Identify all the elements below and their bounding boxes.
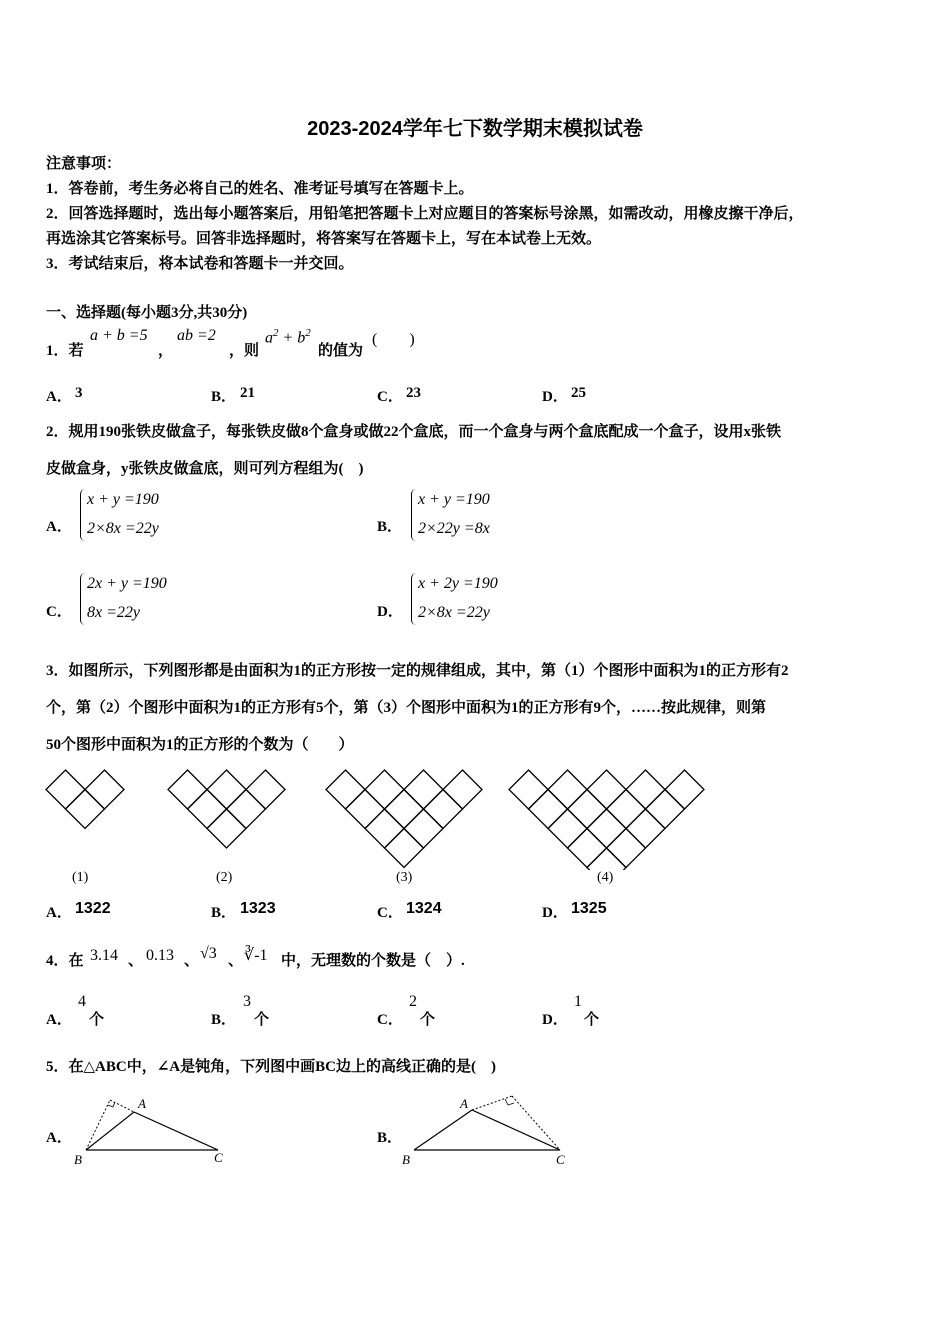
- brace: [411, 489, 416, 541]
- q1-option-value: 25: [571, 385, 586, 401]
- unit-square: [207, 809, 246, 848]
- q1-paren: ( ): [372, 331, 415, 348]
- vertex-a: A: [138, 1096, 146, 1111]
- unit-square: [326, 770, 365, 809]
- unit-square: [548, 770, 587, 809]
- notice-item: 再选涂其它答案标号。回答非选择题时，将答案写在答题卡上，写在本试卷上无效。: [46, 231, 602, 247]
- q2-option-label: B．: [377, 519, 403, 535]
- q4-unit: 个: [254, 1012, 270, 1028]
- q2-eq: x + y =190: [87, 491, 159, 508]
- q2-option-label: D．: [377, 604, 403, 620]
- unit-square: [626, 809, 665, 848]
- q1-option-label: C．: [377, 389, 403, 405]
- notice-heading: 注意事项：: [46, 156, 122, 172]
- q3-option-value: 1322: [75, 900, 111, 917]
- q1-option-label: A．: [46, 389, 72, 405]
- q4-option-value: 2: [409, 993, 417, 1010]
- notice-item: 1．答卷前，考生务必将自己的姓名、准考证号填写在答题卡上。: [46, 181, 474, 197]
- notice-item: 2．回答选择题时，选出每小题答案后，用铅笔把答题卡上对应题目的答案标号涂黑，如需改动，用橡皮擦干净后，: [46, 206, 804, 222]
- unit-square: [207, 770, 246, 809]
- q1-prefix: 1．若: [46, 343, 84, 359]
- q4-option-label: D．: [542, 1012, 568, 1028]
- q5-option-label: B．: [377, 1130, 403, 1146]
- unit-square: [626, 770, 665, 809]
- q1-expr1: a + b =5: [90, 327, 148, 344]
- q2-eq: 2×8x =22y: [418, 604, 490, 621]
- unit-square: [424, 790, 463, 829]
- unit-square: [607, 790, 646, 829]
- q4-prefix: 4．在: [46, 953, 84, 969]
- unit-square: [385, 829, 424, 868]
- unit-square: [587, 770, 626, 809]
- q3-option-label: D．: [542, 905, 568, 921]
- q4-sep: 、: [128, 953, 144, 969]
- q1-expr3: $a^2 + b^2$: [265, 327, 311, 347]
- q3-option-value: 1324: [406, 900, 442, 917]
- q2-eq: 8x =22y: [87, 604, 140, 621]
- section-heading: 一、选择题(每小题3分,共30分): [46, 305, 248, 321]
- unit-square: [587, 848, 626, 870]
- q2-option-label: C．: [46, 604, 72, 620]
- q2-eq: 2x + y =190: [87, 575, 167, 592]
- q5-text: 5．在△ABC中，∠A是钝角，下列图中画BC边上的高线正确的是( ): [46, 1059, 496, 1075]
- q1-option-value: 21: [240, 385, 255, 401]
- q2-option-label: A．: [46, 519, 72, 535]
- q3-line: 3．如图所示，下列图形都是由面积为1的正方形按一定的规律组成，其中，第（1）个图形中面积为1的正方形有2: [46, 663, 789, 679]
- unit-square: [443, 770, 482, 809]
- q4-suffix: 中，无理数的个数是（ ）.: [281, 953, 465, 969]
- figure-label: (3): [396, 870, 413, 885]
- square-pattern-figures: [0, 760, 950, 870]
- unit-square: [548, 809, 587, 848]
- q4-unit: 个: [584, 1012, 600, 1028]
- q4-option-label: C．: [377, 1012, 403, 1028]
- unit-square: [346, 790, 385, 829]
- unit-square: [404, 809, 443, 848]
- q4-sep: 、: [228, 953, 244, 969]
- q2-eq: x + 2y =190: [418, 575, 498, 592]
- q2-line: 皮做盒身，y张铁皮做盒底，则可列方程组为( ): [46, 461, 364, 477]
- q4-option-value: 1: [574, 993, 582, 1010]
- unit-square: [66, 790, 105, 829]
- vertex-a: A: [460, 1096, 468, 1111]
- q4-option-value: 3: [243, 993, 251, 1010]
- q2-eq: 2×22y =8x: [418, 520, 490, 537]
- unit-square: [665, 770, 704, 809]
- q1-option-value: 23: [406, 385, 421, 401]
- unit-square: [188, 790, 227, 829]
- q4-unit: 个: [420, 1012, 436, 1028]
- q4-number: 3.14: [90, 947, 118, 964]
- unit-square: [46, 770, 85, 809]
- q1-expr2: ab =2: [177, 327, 216, 344]
- triangle-figure-a: [70, 1090, 240, 1170]
- notice-item: 3．考试结束后，将本试卷和答题卡一并交回。: [46, 256, 354, 272]
- unit-square: [646, 790, 685, 829]
- q2-eq: x + y =190: [418, 491, 490, 508]
- q4-sep: 、: [184, 953, 200, 969]
- q1-option-label: B．: [211, 389, 237, 405]
- q4-number: ∛-1: [244, 947, 268, 964]
- q1-comma: ，: [158, 343, 174, 359]
- q1-suffix: 的值为: [318, 343, 364, 359]
- vertex-b: B: [74, 1152, 82, 1167]
- triangle-figure-b: [400, 1090, 580, 1170]
- q4-option-label: A．: [46, 1012, 72, 1028]
- unit-square: [246, 770, 285, 809]
- figure-label: (1): [72, 870, 89, 885]
- unit-square: [404, 770, 443, 809]
- brace: [411, 573, 416, 625]
- q3-option-label: B．: [211, 905, 237, 921]
- q3-option-label: A．: [46, 905, 72, 921]
- vertex-c: C: [556, 1152, 565, 1167]
- q1-option-value: 3: [75, 385, 83, 401]
- unit-square: [365, 770, 404, 809]
- unit-square: [168, 770, 207, 809]
- q1-option-label: D．: [542, 389, 568, 405]
- unit-square: [568, 829, 607, 868]
- q4-option-value: 4: [78, 993, 86, 1010]
- unit-square: [509, 770, 548, 809]
- q5-option-label: A．: [46, 1130, 72, 1146]
- figure-label: (4): [597, 870, 614, 885]
- q2-eq: 2×8x =22y: [87, 520, 159, 537]
- q4-number: √3: [200, 945, 217, 962]
- q4-option-label: B．: [211, 1012, 237, 1028]
- unit-square: [529, 790, 568, 829]
- q3-line: 50个图形中面积为1的正方形的个数为（ ）: [46, 737, 354, 753]
- q2-line: 2．规用190张铁皮做盒子，每张铁皮做8个盒身或做22个盒底，而一个盒身与两个盒底配成一个盒子，设用x张铁: [46, 424, 782, 440]
- q3-option-value: 1323: [240, 900, 276, 917]
- page-title: 2023-2024学年七下数学期末模拟试卷: [307, 118, 643, 140]
- q1-mid: ，则: [229, 343, 260, 359]
- brace: [80, 573, 85, 625]
- unit-square: [587, 809, 626, 848]
- unit-square: [365, 809, 404, 848]
- q4-number: 0.13: [146, 947, 174, 964]
- figure-label: (2): [216, 870, 233, 885]
- brace: [80, 489, 85, 541]
- vertex-b: B: [402, 1152, 410, 1167]
- q3-option-label: C．: [377, 905, 403, 921]
- unit-square: [227, 790, 266, 829]
- q3-option-value: 1325: [571, 900, 607, 917]
- unit-square: [385, 790, 424, 829]
- vertex-c: C: [214, 1150, 223, 1165]
- unit-square: [607, 829, 646, 868]
- q3-line: 个，第（2）个图形中面积为1的正方形有5个，第（3）个图形中面积为1的正方形有9个，……按此规律，则第: [46, 700, 767, 716]
- unit-square: [568, 790, 607, 829]
- q4-unit: 个: [89, 1012, 105, 1028]
- unit-square: [85, 770, 124, 809]
